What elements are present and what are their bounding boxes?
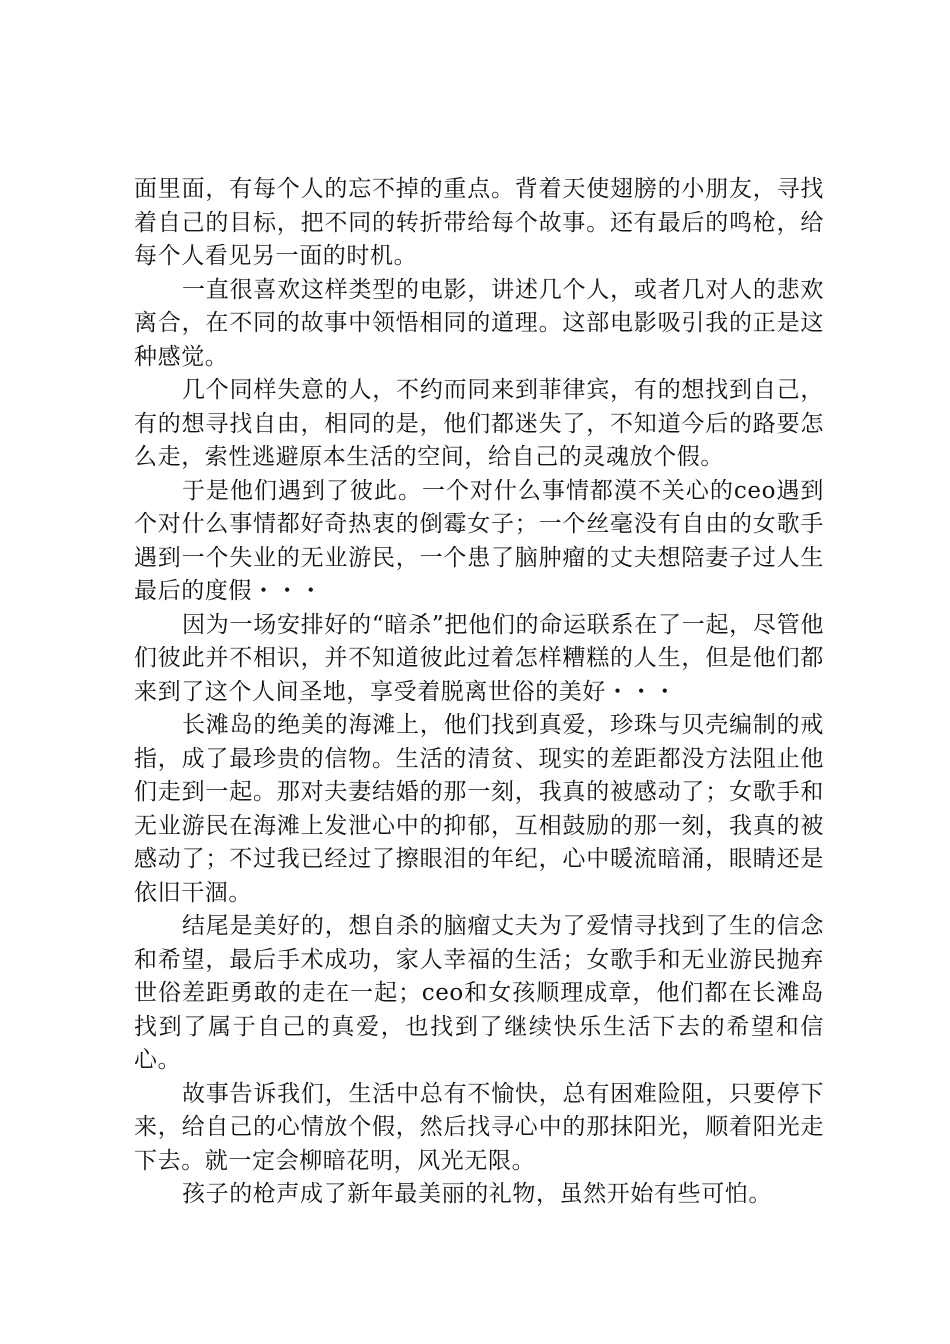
paragraph: 于是他们遇到了彼此。一个对什么事情都漠不关心的ceo遇到个对什么事情都好奇热衷的倒霉女子；一个丝毫没有自由的女歌手遇到一个失业的无业游民，一个患了脑肿瘤的丈夫想陪妻子过人生最后的度假・・・ [134, 477, 824, 604]
paragraph: 因为一场安排好的“暗杀”把他们的命运联系在了一起，尽管他们彼此并不相识，并不知道彼此过着怎样糟糕的人生，但是他们都来到了这个人间圣地，享受着脱离世俗的美好・・・ [134, 611, 824, 705]
paragraph: 一直很喜欢这样类型的电影，讲述几个人，或者几对人的悲欢离合，在不同的故事中领悟相同的道理。这部电影吸引我的正是这种感觉。 [134, 276, 824, 370]
paragraph: 故事告诉我们，生活中总有不愉快，总有困难险阻，只要停下来，给自己的心情放个假，然后找寻心中的那抹阳光，顺着阳光走下去。就一定会柳暗花明，风光无限。 [134, 1080, 824, 1174]
paragraph: 孩子的枪声成了新年最美丽的礼物，虽然开始有些可怕。 [182, 1181, 772, 1207]
paragraph: 面里面，有每个人的忘不掉的重点。背着天使翅膀的小朋友，寻找着自己的目标，把不同的转折带给每个故事。还有最后的鸣枪，给每个人看见另一面的时机。 [134, 176, 824, 269]
article-body [134, 173, 824, 1212]
paragraph: 几个同样失意的人，不约而同来到菲律宾，有的想找到自己，有的想寻找自由，相同的是，他们都迷失了，不知道今后的路要怎么走，索性逃避原本生活的空间，给自己的灵魂放个假。 [134, 377, 824, 470]
paragraph: 长滩岛的绝美的海滩上，他们找到真爱，珍珠与贝壳编制的戒指，成了最珍贵的信物。生活的清贫、现实的差距都没方法阻止他们走到一起。那对夫妻结婚的那一刻，我真的被感动了；女歌手和无业游民在海滩上发泄心中的抑郁，互相鼓励的那一刻，我真的被感动了；不过我已经过了擦眼泪的年纪，心中暖流暗涌，眼睛还是依旧干涸。 [134, 712, 824, 906]
paragraph: 结尾是美好的，想自杀的脑瘤丈夫为了爱情寻找到了生的信念和希望，最后手术成功，家人幸福的生活；女歌手和无业游民抛弃世俗差距勇敢的走在一起；ceo和女孩顺理成章，他们都在长滩岛找到了属于自己的真爱，也找到了继续快乐生活下去的希望和信心。 [134, 913, 824, 1073]
